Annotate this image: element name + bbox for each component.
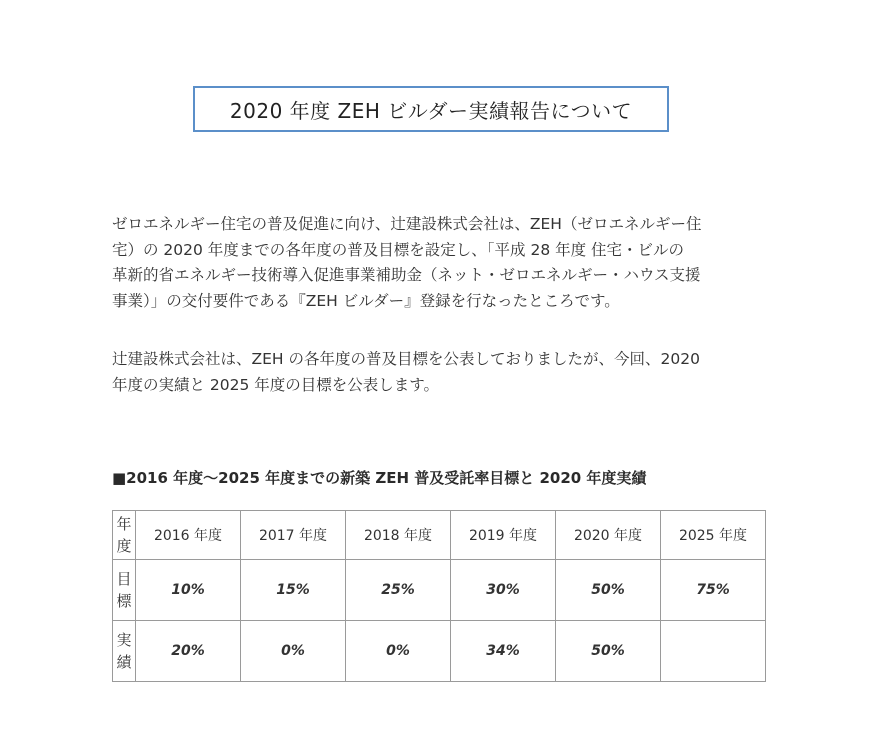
actual-value: 20% [136,621,241,682]
actual-value: 34% [451,621,556,682]
row-label-target: 目 標 [113,560,136,621]
year-header: 2017 年度 [241,511,346,560]
year-header: 2016 年度 [136,511,241,560]
intro-line-2: 宅）の 2020 年度までの各年度の普及目標を設定し、「平成 28 年度 住宅・ビルの [112,240,685,259]
actual-value: 0% [241,621,346,682]
target-value: 50% [556,560,661,621]
actual-value: 0% [346,621,451,682]
actual-value: 50% [556,621,661,682]
row-label-actual: 実 績 [113,621,136,682]
page-title [193,86,669,132]
target-value: 75% [661,560,766,621]
table-heading: ■2016 年度～2025 年度までの新築 ZEH 普及受託率目標と 2020 年度実績 [112,469,647,487]
year-header: 2019 年度 [451,511,556,560]
intro-line-4: 事業）」の交付要件である『ZEH ビルダー』登録を行なったところです。 [112,291,620,310]
actual-value [661,621,766,682]
intro-line-3: 革新的省エネルギー技術導入促進事業補助金（ネット・ゼロエネルギー・ハウス支援 [112,266,701,284]
corner-cell: 年 度 [113,511,136,560]
table-row-actual [113,621,766,682]
year-header: 2025 年度 [661,511,766,560]
page-title-text: 2020 年度 ZEH ビルダー実績報告について [229,98,633,123]
target-value: 15% [241,560,346,621]
announcement-paragraph [112,347,764,398]
year-header: 2020 年度 [556,511,661,560]
announcement-line-2: 年度の実績と 2025 年度の目標を公表します。 [112,375,440,394]
intro-paragraph [112,212,764,314]
target-value: 30% [451,560,556,621]
zeh-results-table [112,510,766,682]
table-row-target [113,560,766,621]
target-value: 10% [136,560,241,621]
intro-line-1: ゼロエネルギー住宅の普及促進に向け、辻建設株式会社は、ZEH（ゼロエネルギー住 [112,215,702,233]
target-value: 25% [346,560,451,621]
year-header: 2018 年度 [346,511,451,560]
announcement-line-1: 辻建設株式会社は、ZEH の各年度の普及目標を公表しておりましたが、今回、2020 [112,350,700,368]
table-header-row [113,511,766,560]
